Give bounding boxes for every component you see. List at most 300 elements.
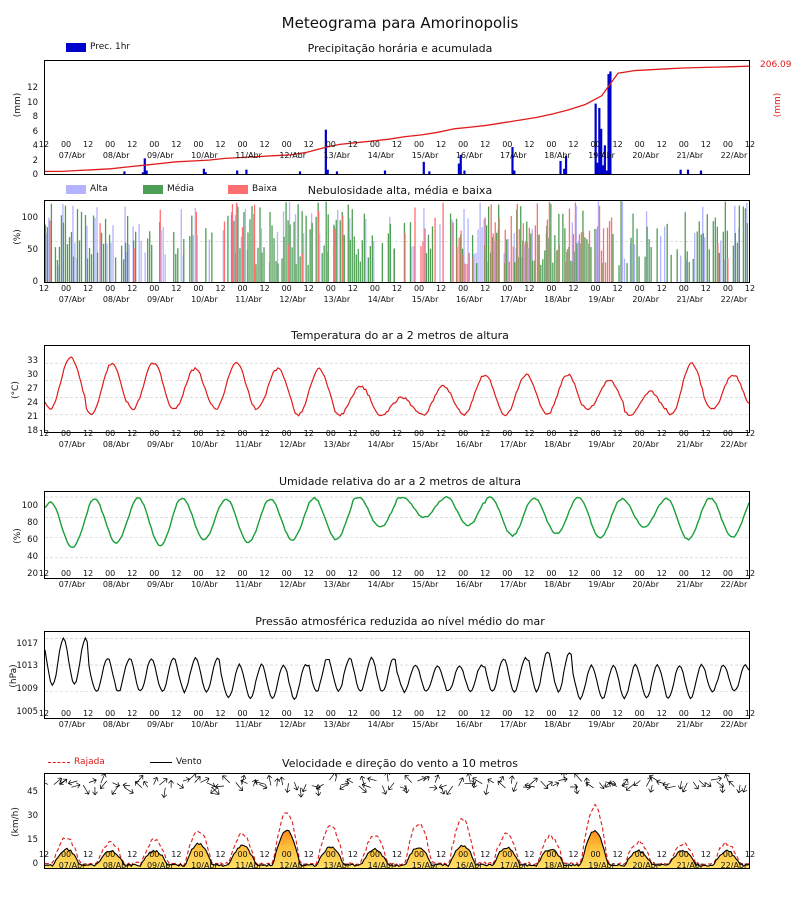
xtick-day: 19/Abr [588,861,615,870]
xtick-hour: 00 [678,850,689,859]
xtick-hour: 12 [259,709,270,718]
xtick-hour: 12 [524,429,535,438]
xtick-hour: 12 [259,850,270,859]
xtick-day: 20/Abr [632,580,660,589]
legend-wind-rajada [48,757,105,767]
xtick-hour: 00 [281,140,292,149]
xtick-hour: 00 [149,140,160,149]
xtick-day: 21/Abr [676,580,704,589]
xtick-day: 17/Abr [499,295,527,304]
xtick-hour: 12 [83,429,94,438]
xtick-hour: 12 [83,569,94,578]
xtick-hour: 12 [347,284,358,293]
xtick-hour: 12 [656,429,667,438]
xtick-hour: 00 [281,850,292,859]
xtick-hour: 00 [413,850,425,859]
xtick-day: 22/Abr [720,151,748,160]
xtick-hour: 12 [171,850,182,859]
xtick-hour: 00 [502,140,513,149]
xtick-hour: 00 [237,429,248,438]
page-title: Meteograma para Amorinopolis [281,14,519,32]
ytick-press-1005: 1005 [16,707,38,717]
xtick-hour: 00 [325,569,336,578]
xtick-hour: 00 [634,429,645,438]
accumulated-total-annotation: 206.09 [760,60,792,70]
xtick-hour: 00 [590,429,601,438]
ytick-clouds-100: 100 [21,213,38,223]
xtick-hour: 00 [325,429,336,438]
xtick-hour: 00 [590,140,601,149]
xtick-hour: 12 [744,284,756,293]
xtick-hour: 00 [590,569,601,578]
xtick-hour: 00 [502,569,513,578]
xtick-day: 18/Abr [544,440,571,449]
xtick-day: 09/Abr [146,861,174,870]
xtick-day: 14/Abr [367,151,395,160]
panel-title-precipitation: Precipitação horária e acumulada [307,42,493,55]
xtick-day: 21/Abr [676,295,704,304]
xtick-hour: 12 [700,140,711,149]
xtick-hour: 12 [171,284,182,293]
xtick-hour: 12 [259,429,270,438]
ylabel-pressure: (hPa) [9,664,19,688]
xtick-day: 12/Abr [279,151,307,160]
xtick-hour: 12 [568,284,579,293]
ytick-precip-0: 0 [32,170,38,180]
xtick-hour: 00 [60,140,72,149]
xtick-day: 13/Abr [323,440,351,449]
xtick-hour: 00 [502,429,513,438]
xtick-hour: 12 [83,284,94,293]
ytick-precip-10: 10 [27,98,38,108]
xtick-hour: 00 [105,140,116,149]
xtick-hour: 00 [722,284,734,293]
xtick-hour: 00 [722,569,734,578]
xtick-day: 13/Abr [323,580,351,589]
xtick-day: 12/Abr [279,440,307,449]
xtick-day: 08/Abr [102,151,130,160]
xtick-hour: 12 [612,850,623,859]
xtick-day: 15/Abr [411,440,439,449]
xtick-hour: 12 [259,284,270,293]
xtick-hour: 12 [83,140,94,149]
ytick-temp-24: 24 [27,398,38,408]
xtick-day: 17/Abr [499,580,527,589]
xtick-hour: 12 [656,569,667,578]
xtick-hour: 12 [215,850,226,859]
xtick-day: 16/Abr [455,295,483,304]
xtick-hour: 12 [303,140,314,149]
xtick-hour: 00 [369,140,381,149]
xtick-hour: 12 [656,709,667,718]
xtick-hour: 00 [458,850,469,859]
xtick-hour: 12 [303,850,314,859]
xtick-hour: 00 [678,709,689,718]
xtick-hour: 12 [436,709,447,718]
xtick-hour: 00 [60,850,72,859]
xtick-hour: 12 [347,140,358,149]
ytick-umid-20: 20 [27,569,38,579]
xtick-hour: 00 [369,850,381,859]
xtick-hour: 12 [215,709,226,718]
ytick-clouds-0: 0 [32,277,38,287]
ylabel-humidity: (%) [13,528,23,544]
ytick-temp-18: 18 [27,426,38,436]
xtick-hour: 00 [325,709,336,718]
ylabel-wind: (km/h) [11,807,21,837]
ytick-precip-2: 2 [32,156,38,166]
xtick-hour: 12 [83,850,94,859]
xtick-hour: 12 [127,850,138,859]
xtick-hour: 12 [436,850,447,859]
xtick-hour: 12 [171,569,182,578]
xtick-hour: 12 [436,140,447,149]
xtick-day: 09/Abr [146,720,174,729]
xtick-hour: 00 [325,140,336,149]
xtick-day: 12/Abr [279,861,307,870]
xtick-hour: 00 [678,284,689,293]
xtick-day: 18/Abr [544,295,571,304]
xtick-hour: 12 [303,569,314,578]
xtick-hour: 00 [502,709,513,718]
xtick-hour: 12 [744,850,756,859]
xtick-hour: 00 [458,709,469,718]
legend-label-vento: Vento [176,757,202,767]
xtick-hour: 00 [193,569,204,578]
xtick-day: 16/Abr [455,440,483,449]
xtick-hour: 00 [413,284,425,293]
xtick-hour: 12 [38,140,50,149]
xtick-day: 11/Abr [235,151,262,160]
xtick-day: 22/Abr [720,440,748,449]
xtick-hour: 00 [678,429,689,438]
xtick-day: 08/Abr [102,580,130,589]
xtick-day: 21/Abr [676,440,704,449]
xtick-hour: 12 [700,429,711,438]
xtick-hour: 12 [259,140,270,149]
xtick-hour: 12 [171,140,182,149]
xtick-day: 22/Abr [720,720,748,729]
xtick-hour: 12 [347,429,358,438]
xtick-day: 15/Abr [411,861,439,870]
panel-title-temperature: Temperatura do ar a 2 metros de altura [291,329,509,342]
xtick-hour: 00 [458,284,469,293]
ytick-temp-21: 21 [27,412,38,422]
ylabel-clouds: (%) [13,229,23,245]
xtick-hour: 00 [722,429,734,438]
xtick-hour: 12 [436,569,447,578]
xtick-hour: 12 [744,140,756,149]
xtick-day: 07/Abr [58,861,86,870]
ytick-clouds-50: 50 [27,245,38,255]
xtick-hour: 00 [722,140,734,149]
xtick-hour: 00 [590,850,601,859]
xtick-hour: 12 [391,140,403,149]
xtick-hour: 00 [60,709,72,718]
ytick-umid-60: 60 [27,535,38,545]
xtick-hour: 00 [193,850,204,859]
xtick-hour: 12 [524,140,535,149]
ytick-umid-40: 40 [27,552,38,562]
xtick-day: 19/Abr [588,151,615,160]
ytick-press-1009: 1009 [16,684,38,694]
ytick-precip-8: 8 [32,112,38,122]
xtick-hour: 00 [546,140,557,149]
xtick-hour: 12 [215,284,226,293]
ytick-wind-0: 0 [32,859,38,869]
xtick-day: 17/Abr [499,861,527,870]
xtick-hour: 00 [369,709,381,718]
xtick-day: 07/Abr [58,580,86,589]
xtick-hour: 00 [546,569,557,578]
xtick-hour: 12 [568,429,579,438]
xtick-day: 09/Abr [146,440,174,449]
xtick-day: 18/Abr [544,151,571,160]
xtick-hour: 12 [436,284,447,293]
xtick-hour: 00 [193,284,204,293]
xtick-hour: 12 [38,709,50,718]
xtick-day: 20/Abr [632,151,660,160]
ylabel-precipitation: (mm) [13,92,23,118]
xtick-hour: 12 [524,569,535,578]
ytick-wind-15: 15 [27,835,38,845]
xtick-hour: 00 [105,569,116,578]
xtick-hour: 12 [391,850,403,859]
xtick-hour: 12 [391,429,403,438]
xtick-day: 16/Abr [455,720,483,729]
xtick-hour: 00 [502,850,513,859]
xtick-hour: 00 [105,429,116,438]
xtick-hour: 12 [391,569,403,578]
xtick-hour: 12 [568,850,579,859]
xtick-hour: 00 [281,569,292,578]
xtick-hour: 00 [502,284,513,293]
xtick-hour: 00 [193,429,204,438]
xtick-hour: 00 [60,429,72,438]
plot-pressure [44,631,750,719]
xtick-day: 12/Abr [279,580,307,589]
xtick-hour: 12 [568,709,579,718]
xtick-day: 20/Abr [632,720,660,729]
xtick-hour: 12 [480,140,491,149]
xtick-day: 07/Abr [58,440,86,449]
xtick-hour: 12 [215,429,226,438]
xtick-hour: 12 [480,284,491,293]
legend-label-prec1hr: Prec. 1hr [90,42,131,52]
xtick-hour: 12 [612,284,623,293]
xtick-hour: 12 [347,709,358,718]
xtick-hour: 12 [171,429,182,438]
xtick-hour: 12 [347,850,358,859]
xtick-day: 07/Abr [58,151,86,160]
plot-temperature [44,345,750,433]
xtick-hour: 12 [480,709,491,718]
xtick-day: 08/Abr [102,861,130,870]
xtick-hour: 00 [634,850,645,859]
xtick-hour: 00 [60,284,72,293]
xtick-hour: 00 [237,284,248,293]
xtick-day: 18/Abr [544,720,571,729]
plot-humidity [44,491,750,579]
legend-swatch-alta [66,185,86,194]
xtick-day: 19/Abr [588,440,615,449]
xtick-hour: 12 [436,429,447,438]
ytick-press-1013: 1013 [16,661,38,671]
xtick-hour: 00 [369,569,381,578]
xtick-day: 22/Abr [720,295,748,304]
xtick-hour: 12 [744,429,756,438]
xtick-hour: 00 [281,429,292,438]
ytick-temp-30: 30 [27,370,38,380]
xtick-hour: 00 [237,140,248,149]
xtick-hour: 00 [634,284,645,293]
legend-clouds-alta [66,184,108,194]
xtick-hour: 00 [678,569,689,578]
xtick-hour: 00 [546,429,557,438]
ylabel-precipitation-right: (mm) [773,92,783,118]
xtick-hour: 12 [303,709,314,718]
legend-swatch-vento [150,762,172,763]
xtick-hour: 00 [281,284,292,293]
xtick-hour: 00 [105,284,116,293]
xtick-hour: 00 [413,140,425,149]
plot-clouds [44,200,750,283]
xtick-day: 22/Abr [720,580,748,589]
xtick-hour: 00 [590,709,601,718]
xtick-day: 10/Abr [191,295,218,304]
ylabel-temperature: (°C) [11,381,21,399]
xtick-hour: 12 [700,569,711,578]
ytick-wind-45: 45 [27,787,38,797]
xtick-hour: 00 [634,140,645,149]
xtick-day: 15/Abr [411,580,439,589]
xtick-hour: 00 [722,709,734,718]
xtick-day: 20/Abr [632,861,660,870]
xtick-hour: 00 [546,850,557,859]
legend-label-alta: Alta [90,184,108,194]
xtick-hour: 00 [722,850,734,859]
xtick-hour: 12 [303,429,314,438]
xtick-day: 11/Abr [235,295,262,304]
xtick-hour: 12 [38,284,50,293]
ytick-precip-6: 6 [32,127,38,137]
xtick-hour: 12 [215,569,226,578]
legend-swatch-prec1hr [66,43,86,52]
ytick-precip-4: 4 [32,141,38,151]
xtick-day: 14/Abr [367,295,395,304]
panel-title-humidity: Umidade relativa do ar a 2 metros de altura [278,475,522,488]
xtick-day: 10/Abr [191,151,218,160]
xtick-hour: 12 [700,709,711,718]
xtick-hour: 00 [634,569,645,578]
xtick-day: 08/Abr [102,440,130,449]
xtick-hour: 12 [744,569,756,578]
xtick-hour: 12 [612,709,623,718]
xtick-day: 08/Abr [102,295,130,304]
ytick-precip-12: 12 [27,83,38,93]
xtick-day: 15/Abr [411,720,439,729]
xtick-hour: 12 [524,709,535,718]
xtick-hour: 12 [612,569,623,578]
xtick-hour: 12 [303,284,314,293]
xtick-day: 19/Abr [588,580,615,589]
xtick-hour: 00 [369,284,381,293]
xtick-hour: 00 [193,140,204,149]
xtick-hour: 12 [480,569,491,578]
xtick-hour: 00 [105,850,116,859]
xtick-day: 10/Abr [191,580,218,589]
xtick-hour: 00 [458,569,469,578]
xtick-day: 21/Abr [676,151,704,160]
xtick-hour: 12 [568,140,579,149]
xtick-hour: 00 [413,569,425,578]
xtick-day: 10/Abr [191,440,218,449]
xtick-day: 15/Abr [411,151,439,160]
panel-title-pressure: Pressão atmosférica reduzida ao nível médio do mar [255,615,545,628]
xtick-hour: 12 [127,140,138,149]
xtick-day: 15/Abr [411,295,439,304]
xtick-day: 09/Abr [146,151,174,160]
legend-label-rajada: Rajada [74,757,105,767]
xtick-hour: 00 [546,284,557,293]
legend-swatch-baixa [228,185,248,194]
xtick-hour: 12 [700,850,711,859]
xtick-hour: 12 [524,284,535,293]
xtick-day: 13/Abr [323,151,351,160]
xtick-hour: 12 [38,850,50,859]
legend-label-baixa: Baixa [252,184,278,194]
xtick-hour: 00 [325,850,336,859]
xtick-hour: 12 [127,284,138,293]
legend-clouds-media [143,184,194,194]
xtick-hour: 12 [480,850,491,859]
xtick-hour: 12 [612,429,623,438]
xtick-hour: 12 [259,569,270,578]
xtick-day: 19/Abr [588,295,615,304]
xtick-hour: 12 [215,140,226,149]
xtick-day: 11/Abr [235,720,262,729]
xtick-day: 14/Abr [367,720,395,729]
xtick-hour: 00 [546,709,557,718]
xtick-day: 21/Abr [676,720,704,729]
legend-clouds-baixa [228,184,277,194]
xtick-day: 13/Abr [323,861,351,870]
xtick-day: 21/Abr [676,861,704,870]
xtick-hour: 00 [237,569,248,578]
ytick-press-1017: 1017 [16,639,38,649]
xtick-day: 20/Abr [632,440,660,449]
xtick-day: 10/Abr [191,720,218,729]
xtick-day: 16/Abr [455,151,483,160]
xtick-hour: 12 [656,140,667,149]
xtick-hour: 12 [524,850,535,859]
legend-precipitation [66,42,130,52]
xtick-hour: 00 [237,850,248,859]
ytick-umid-80: 80 [27,518,38,528]
xtick-hour: 00 [237,709,248,718]
xtick-day: 18/Abr [544,580,571,589]
xtick-hour: 00 [678,140,689,149]
xtick-day: 10/Abr [191,861,218,870]
xtick-hour: 00 [149,284,160,293]
ytick-temp-33: 33 [27,356,38,366]
xtick-hour: 00 [105,709,116,718]
legend-swatch-rajada [48,762,70,763]
xtick-day: 07/Abr [58,720,86,729]
xtick-day: 09/Abr [146,580,174,589]
xtick-hour: 00 [149,709,160,718]
xtick-hour: 12 [83,709,94,718]
